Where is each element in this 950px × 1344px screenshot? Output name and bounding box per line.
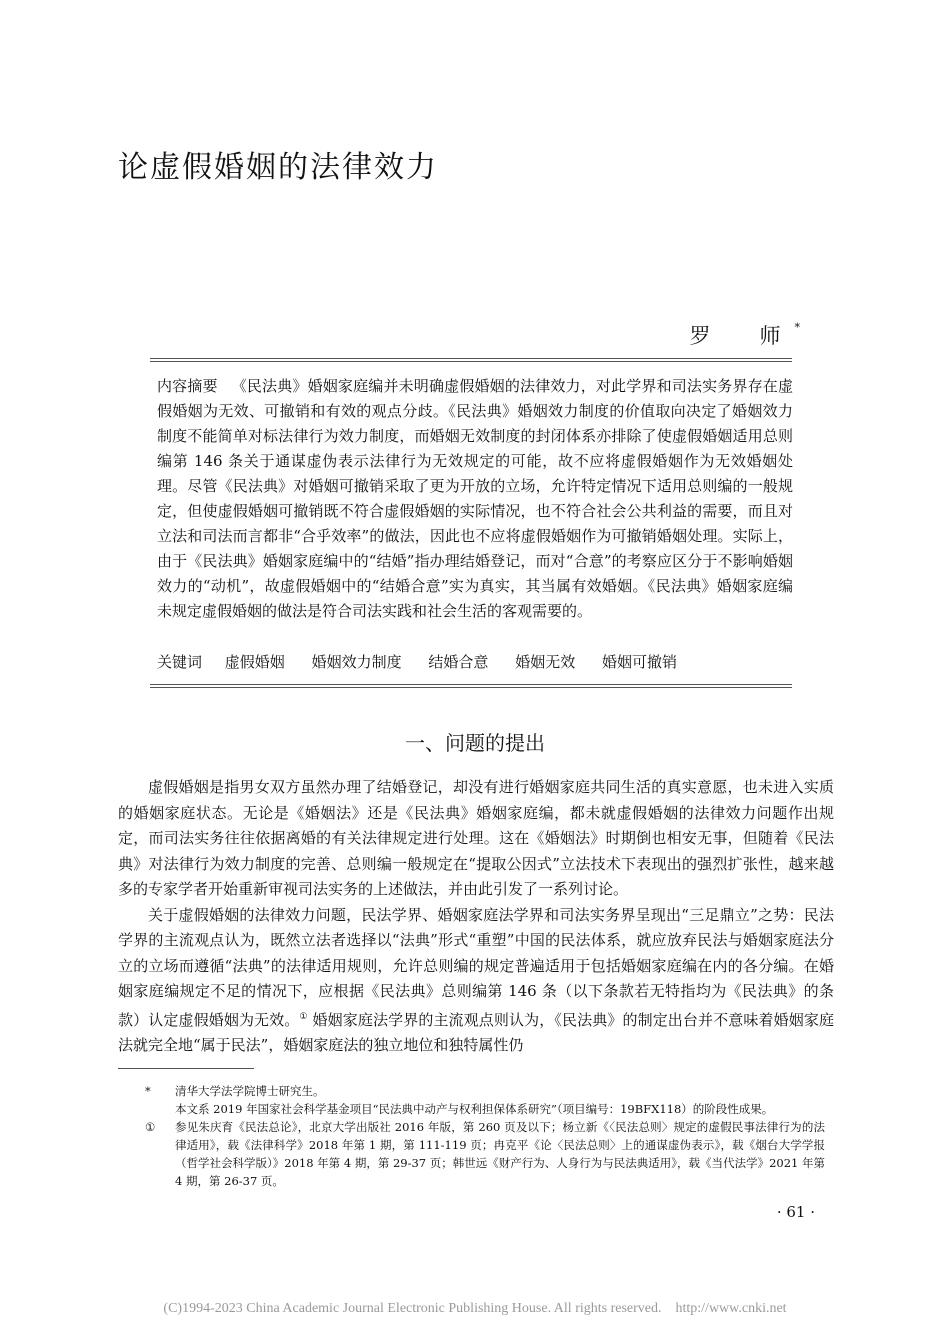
footnote-rule (118, 1068, 254, 1069)
section-heading: 一、问题的提出 (405, 731, 545, 755)
paragraph: 虚假婚姻是指男女双方虽然办理了结婚登记，却没有进行婚姻家庭共同生活的真实意愿，也未进入实质的婚姻家庭状态。无论是《婚姻法》还是《民法典》婚姻家庭编，都未就虚假婚姻的法律效力问题作出规定，而司法实务往往依据离婚的有关法律规定进行处理。这在《婚姻法》时期倒也相安无事，但随着《民法典》对法律行为效力制度的完善、总则编一般规定在“提取公因式”立法技术下表现出的强烈扩张性，越来越多的专家学者开始重新审视司法实务的上述做法，并由此引发了一系列讨论。 (118, 778, 834, 898)
footnote-ref: ① (299, 1011, 308, 1022)
keyword: 婚姻效力制度 (311, 653, 402, 671)
abstract-bottom-rule (150, 684, 792, 688)
page-number: · 61 · (776, 1203, 815, 1221)
abstract-top-rule (150, 358, 792, 362)
keyword: 虚假婚姻 (224, 653, 285, 671)
abstract-label: 内容摘要 (157, 377, 218, 395)
abstract-text: 《民法典》婚姻家庭编并未明确虚假婚姻的法律效力，对此学界和司法实务界存在虚假婚姻为无效、可撤销和有效的观点分歧。《民法典》婚姻效力制度的价值取向决定了婚姻效力制度不能简单对标法律行为效力制度，而婚姻无效制度的封闭体系亦排除了使虚假婚姻适用总则编第 146 条关于通谋虚伪表示法律行为无效规定的可能，故不应将虚假婚姻作为无效婚姻处理。尽管《民法典》对婚姻可撤销采取了更为开放的立场，允许特定情况下适用总则编的一般规定，但使虚假婚姻可撤销既不符合虚假婚姻的实际情况，也不符合社会公共利益的需要，而且对立法和司法而言都非“合乎效率”的做法，因此也不应将虚假婚姻作为可撤销婚姻处理。实际上，由于《民法典》婚姻家庭编中的“结婚”指办理结婚登记，而对“合意”的考察应区分于不影响婚姻效力的“动机”，故虚假婚姻中的“结婚合意”实为真实，其当属有效婚姻。《民法典》婚姻家庭编未规定虚假婚姻的做法是符合司法实践和社会生活的客观需要的。 (157, 377, 793, 620)
keywords-label: 关键词 (157, 653, 203, 671)
keyword: 婚姻可撤销 (601, 653, 677, 671)
keywords (157, 651, 797, 672)
footnote: ① 参见朱庆育《民法总论》，北京大学出版社 2016 年版，第 260 页及以下；杨立新《〈民法总则〉规定的虚假民事法律行为的法律适用》，载《法律科学》2018 年第 1 期，第 111-119 页；冉克平《论〈民法总则〉上的通谋虚伪表示》，载《烟台大学学报（哲学社会科学版）》2018 年第 4 期，第 29-37 页；韩世远《财产行为、人身行为与民法典适用》，载《当代法学》2021 年第 4 期，第 26-37 页。 (145, 1120, 825, 1188)
author-name: 罗 师 (689, 324, 795, 348)
author-byline (690, 320, 801, 350)
abstract (157, 374, 793, 624)
keyword: 婚姻无效 (515, 653, 576, 671)
body-text (118, 775, 834, 1059)
footnote: 本文系 2019 年国家社会科学基金项目“民法典中动产与权利担保体系研究”（项目编号：19BFX118）的阶段性成果。 (175, 1102, 774, 1116)
keyword: 结婚合意 (428, 653, 489, 671)
paragraph: 关于虚假婚姻的法律效力问题，民法学界、婚姻家庭法学界和司法实务界呈现出“三足鼎立”之势：民法学界的主流观点认为，既然立法者选择以“法典”形式“重塑”中国的民法体系，就应放弃民法与婚姻家庭法分立的立场而遵循“法典”的法律适用规则，允许总则编的规定普遍适用于包括婚姻家庭编在内的各分编。在婚姻家庭编规定不足的情况下，应根据《民法典》总则编第 146 条（以下条款若无特指均为《民法典》的条款）认定虚假婚姻为无效。① 婚姻家庭法学界的主流观点则认为，《民法典》的制定出台并不意味着婚姻家庭法就完全地“属于民法”，婚姻家庭法的独立地位和独特属性仍 (118, 905, 834, 1054)
article-title: 论虚假婚姻的法律效力 (118, 150, 438, 185)
footnotes (145, 1082, 825, 1190)
copyright-watermark: (C)1994-2023 China Academic Journal Electronic Publishing House. All rights reserved. http://www.cnki.net (163, 1301, 787, 1316)
footnote: * 清华大学法学院博士研究生。 (145, 1084, 325, 1098)
author-footnote-mark: * (794, 321, 800, 334)
